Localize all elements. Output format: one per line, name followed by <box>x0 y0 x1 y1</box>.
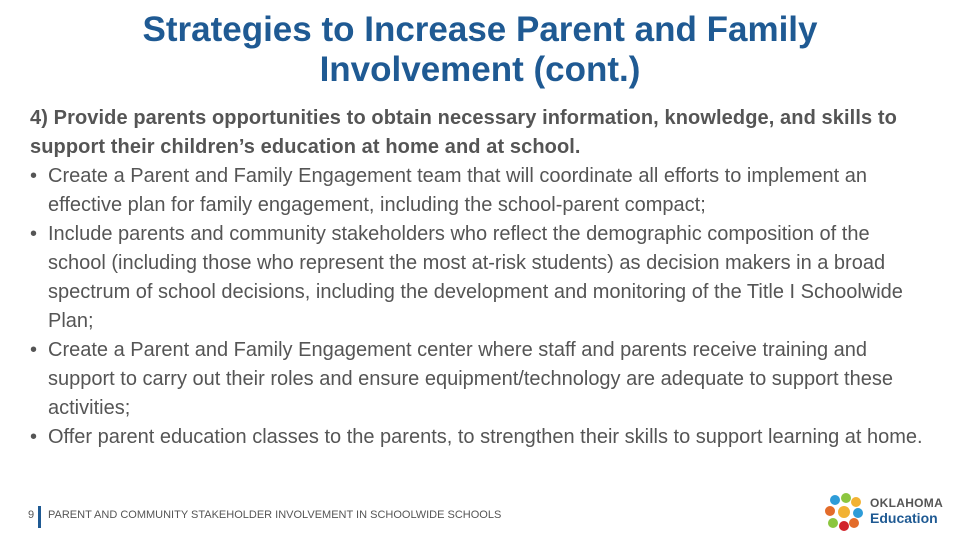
list-item <box>30 220 930 336</box>
logo-line-1: OKLAHOMA <box>870 496 944 510</box>
bullet-icon: • <box>30 165 38 187</box>
bullet-text: Offer parent education classes to the parents, to strengthen their skills to support learning at home. <box>48 426 923 448</box>
logo-line-2: Education <box>870 510 938 526</box>
bullet-text: Create a Parent and Family Engagement center where staff and parents receive training and support to carry out their roles and ensure equipment/technology are adequate to support these activities; <box>48 339 893 419</box>
logo-mark-icon <box>822 492 866 532</box>
intro-text: 4) Provide parents opportunities to obtain necessary information, knowledge, and skills to support their children’s education at home and at school. <box>30 107 897 158</box>
slide-body <box>30 104 930 452</box>
list-item <box>30 423 930 452</box>
list-item <box>30 336 930 423</box>
bullet-list <box>30 162 930 452</box>
oklahoma-education-logo <box>822 492 952 532</box>
slide-title: Strategies to Increase Parent and Family Involvement (cont.) <box>142 10 818 89</box>
list-item <box>30 162 930 220</box>
bullet-icon: • <box>30 426 38 448</box>
bullet-text: Create a Parent and Family Engagement team that will coordinate all efforts to implement an effective plan for family engagement, including the school-parent compact; <box>48 165 867 216</box>
bullet-icon: • <box>30 223 38 245</box>
page-number: 9 <box>28 509 35 521</box>
bullet-icon: • <box>30 339 38 361</box>
footer-divider <box>38 506 41 528</box>
footer-text: PARENT AND COMMUNITY STAKEHOLDER INVOLVEMENT IN SCHOOLWIDE SCHOOLS <box>48 509 502 521</box>
bullet-text: Include parents and community stakeholders who reflect the demographic composition of the school (including those who represent the most at-risk students) as decision makers in a broad spectrum of school decisions, including the development and monitoring of the Title I Schoolwide Plan; <box>48 223 903 332</box>
